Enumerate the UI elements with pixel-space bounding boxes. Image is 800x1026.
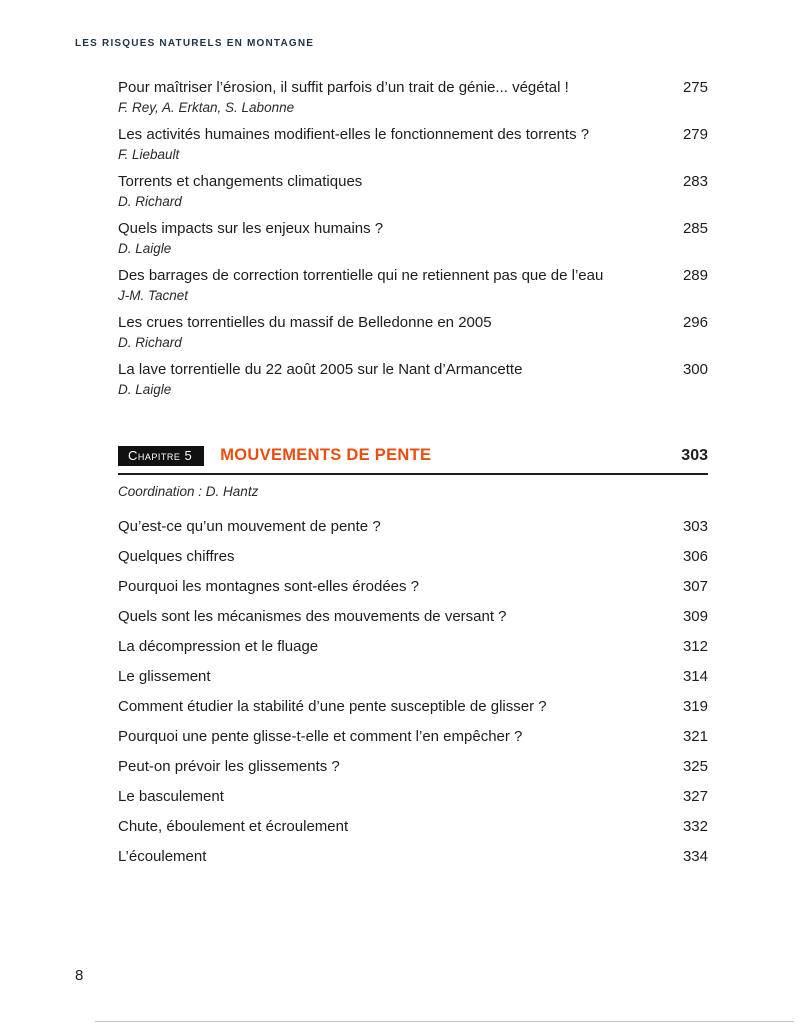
chapter-title: MOUVEMENTS DE PENTE — [220, 446, 432, 464]
toc-entry-page: 279 — [682, 126, 708, 143]
table-of-contents — [118, 78, 708, 872]
toc-entry-page: 312 — [682, 638, 708, 655]
toc-entry-page: 314 — [682, 668, 708, 685]
toc-entry — [118, 78, 708, 118]
toc-entry-authors: D. Laigle — [118, 382, 172, 397]
toc-entry-page: 303 — [682, 518, 708, 535]
toc-entry-title: L’écoulement — [118, 848, 207, 865]
chapter-badge: Chapitre 5 — [118, 446, 204, 466]
page-edge-line — [95, 1021, 794, 1022]
toc-entry-page: 307 — [682, 578, 708, 595]
toc-entry-title: Quelques chiffres — [118, 548, 235, 565]
toc-entry-page: 306 — [682, 548, 708, 565]
toc-entry-authors: F. Liebault — [118, 147, 180, 162]
toc-entry — [118, 266, 708, 306]
toc-entry-page: 309 — [682, 608, 708, 625]
toc-entry-page: 321 — [682, 728, 708, 745]
toc-entry-authors: D. Richard — [118, 194, 182, 209]
toc-entry — [118, 542, 708, 572]
toc-entry-title: Chute, éboulement et écroulement — [118, 818, 349, 835]
toc-entry-title: Le basculement — [118, 788, 224, 805]
toc-entry-title: Quels sont les mécanismes des mouvements de versant ? — [118, 608, 507, 625]
toc-entry — [118, 632, 708, 662]
toc-entry-page: 334 — [682, 848, 708, 865]
toc-entry-title: Peut-on prévoir les glissements ? — [118, 758, 340, 775]
toc-entry-page: 332 — [682, 818, 708, 835]
toc-entry-title: Le glissement — [118, 668, 211, 685]
toc-entry-title: Comment étudier la stabilité d’une pente susceptible de glisser ? — [118, 698, 547, 715]
toc-entry-title: Les crues torrentielles du massif de Belledonne en 2005 — [118, 314, 492, 331]
toc-entry — [118, 313, 708, 353]
toc-entry-authors: D. Richard — [118, 335, 182, 350]
toc-entry — [118, 782, 708, 812]
toc-entry — [118, 842, 708, 872]
running-title: LES RISQUES NATURELS EN MONTAGNE — [75, 38, 315, 49]
toc-entry-title: La décompression et le fluage — [118, 638, 319, 655]
chapter-heading — [118, 446, 708, 475]
toc-entry — [118, 512, 708, 542]
toc-entry — [118, 125, 708, 165]
toc-entry-page: 285 — [682, 220, 708, 237]
toc-entry-page: 325 — [682, 758, 708, 775]
toc-entry — [118, 752, 708, 782]
toc-entry-page: 327 — [682, 788, 708, 805]
folio-page-number: 8 — [75, 967, 84, 984]
toc-entry-title: Pour maîtriser l’érosion, il suffit parfois d’un trait de génie... végétal ! — [118, 79, 569, 96]
chapter-heading-block — [118, 446, 708, 499]
chapter-entries — [118, 512, 708, 872]
toc-entry-title: Pourquoi les montagnes sont-elles érodées ? — [118, 578, 420, 595]
toc-entry-title: Des barrages de correction torrentielle qui ne retiennent pas que de l’eau — [118, 267, 604, 284]
toc-entry — [118, 172, 708, 212]
toc-entry — [118, 360, 708, 400]
toc-entry-page: 283 — [682, 173, 708, 190]
toc-entry-authors: D. Laigle — [118, 241, 172, 256]
toc-entry — [118, 812, 708, 842]
toc-entry-title: Qu’est-ce qu’un mouvement de pente ? — [118, 518, 381, 535]
toc-entry-title: La lave torrentielle du 22 août 2005 sur le Nant d’Armancette — [118, 361, 523, 378]
toc-entry — [118, 602, 708, 632]
toc-entry-title: Les activités humaines modifient-elles le fonctionnement des torrents ? — [118, 126, 590, 143]
toc-entry — [118, 692, 708, 722]
toc-entry-authors: J-M. Tacnet — [118, 288, 189, 303]
chapter-coordination: Coordination : D. Hantz — [118, 484, 259, 499]
toc-entry-title: Pourquoi une pente glisse-t-elle et comment l’en empêcher ? — [118, 728, 523, 745]
toc-entry — [118, 722, 708, 752]
toc-entry-page: 300 — [682, 361, 708, 378]
toc-entry-page: 275 — [682, 79, 708, 96]
chapter-page: 303 — [681, 447, 708, 464]
toc-entry-page: 319 — [682, 698, 708, 715]
toc-entry-page: 289 — [682, 267, 708, 284]
toc-entry — [118, 662, 708, 692]
toc-entry-authors: F. Rey, A. Erktan, S. Labonne — [118, 100, 295, 115]
toc-entry — [118, 219, 708, 259]
toc-entry-page: 296 — [682, 314, 708, 331]
toc-entry — [118, 572, 708, 602]
toc-entry-title: Torrents et changements climatiques — [118, 173, 363, 190]
toc-entry-title: Quels impacts sur les enjeux humains ? — [118, 220, 384, 237]
